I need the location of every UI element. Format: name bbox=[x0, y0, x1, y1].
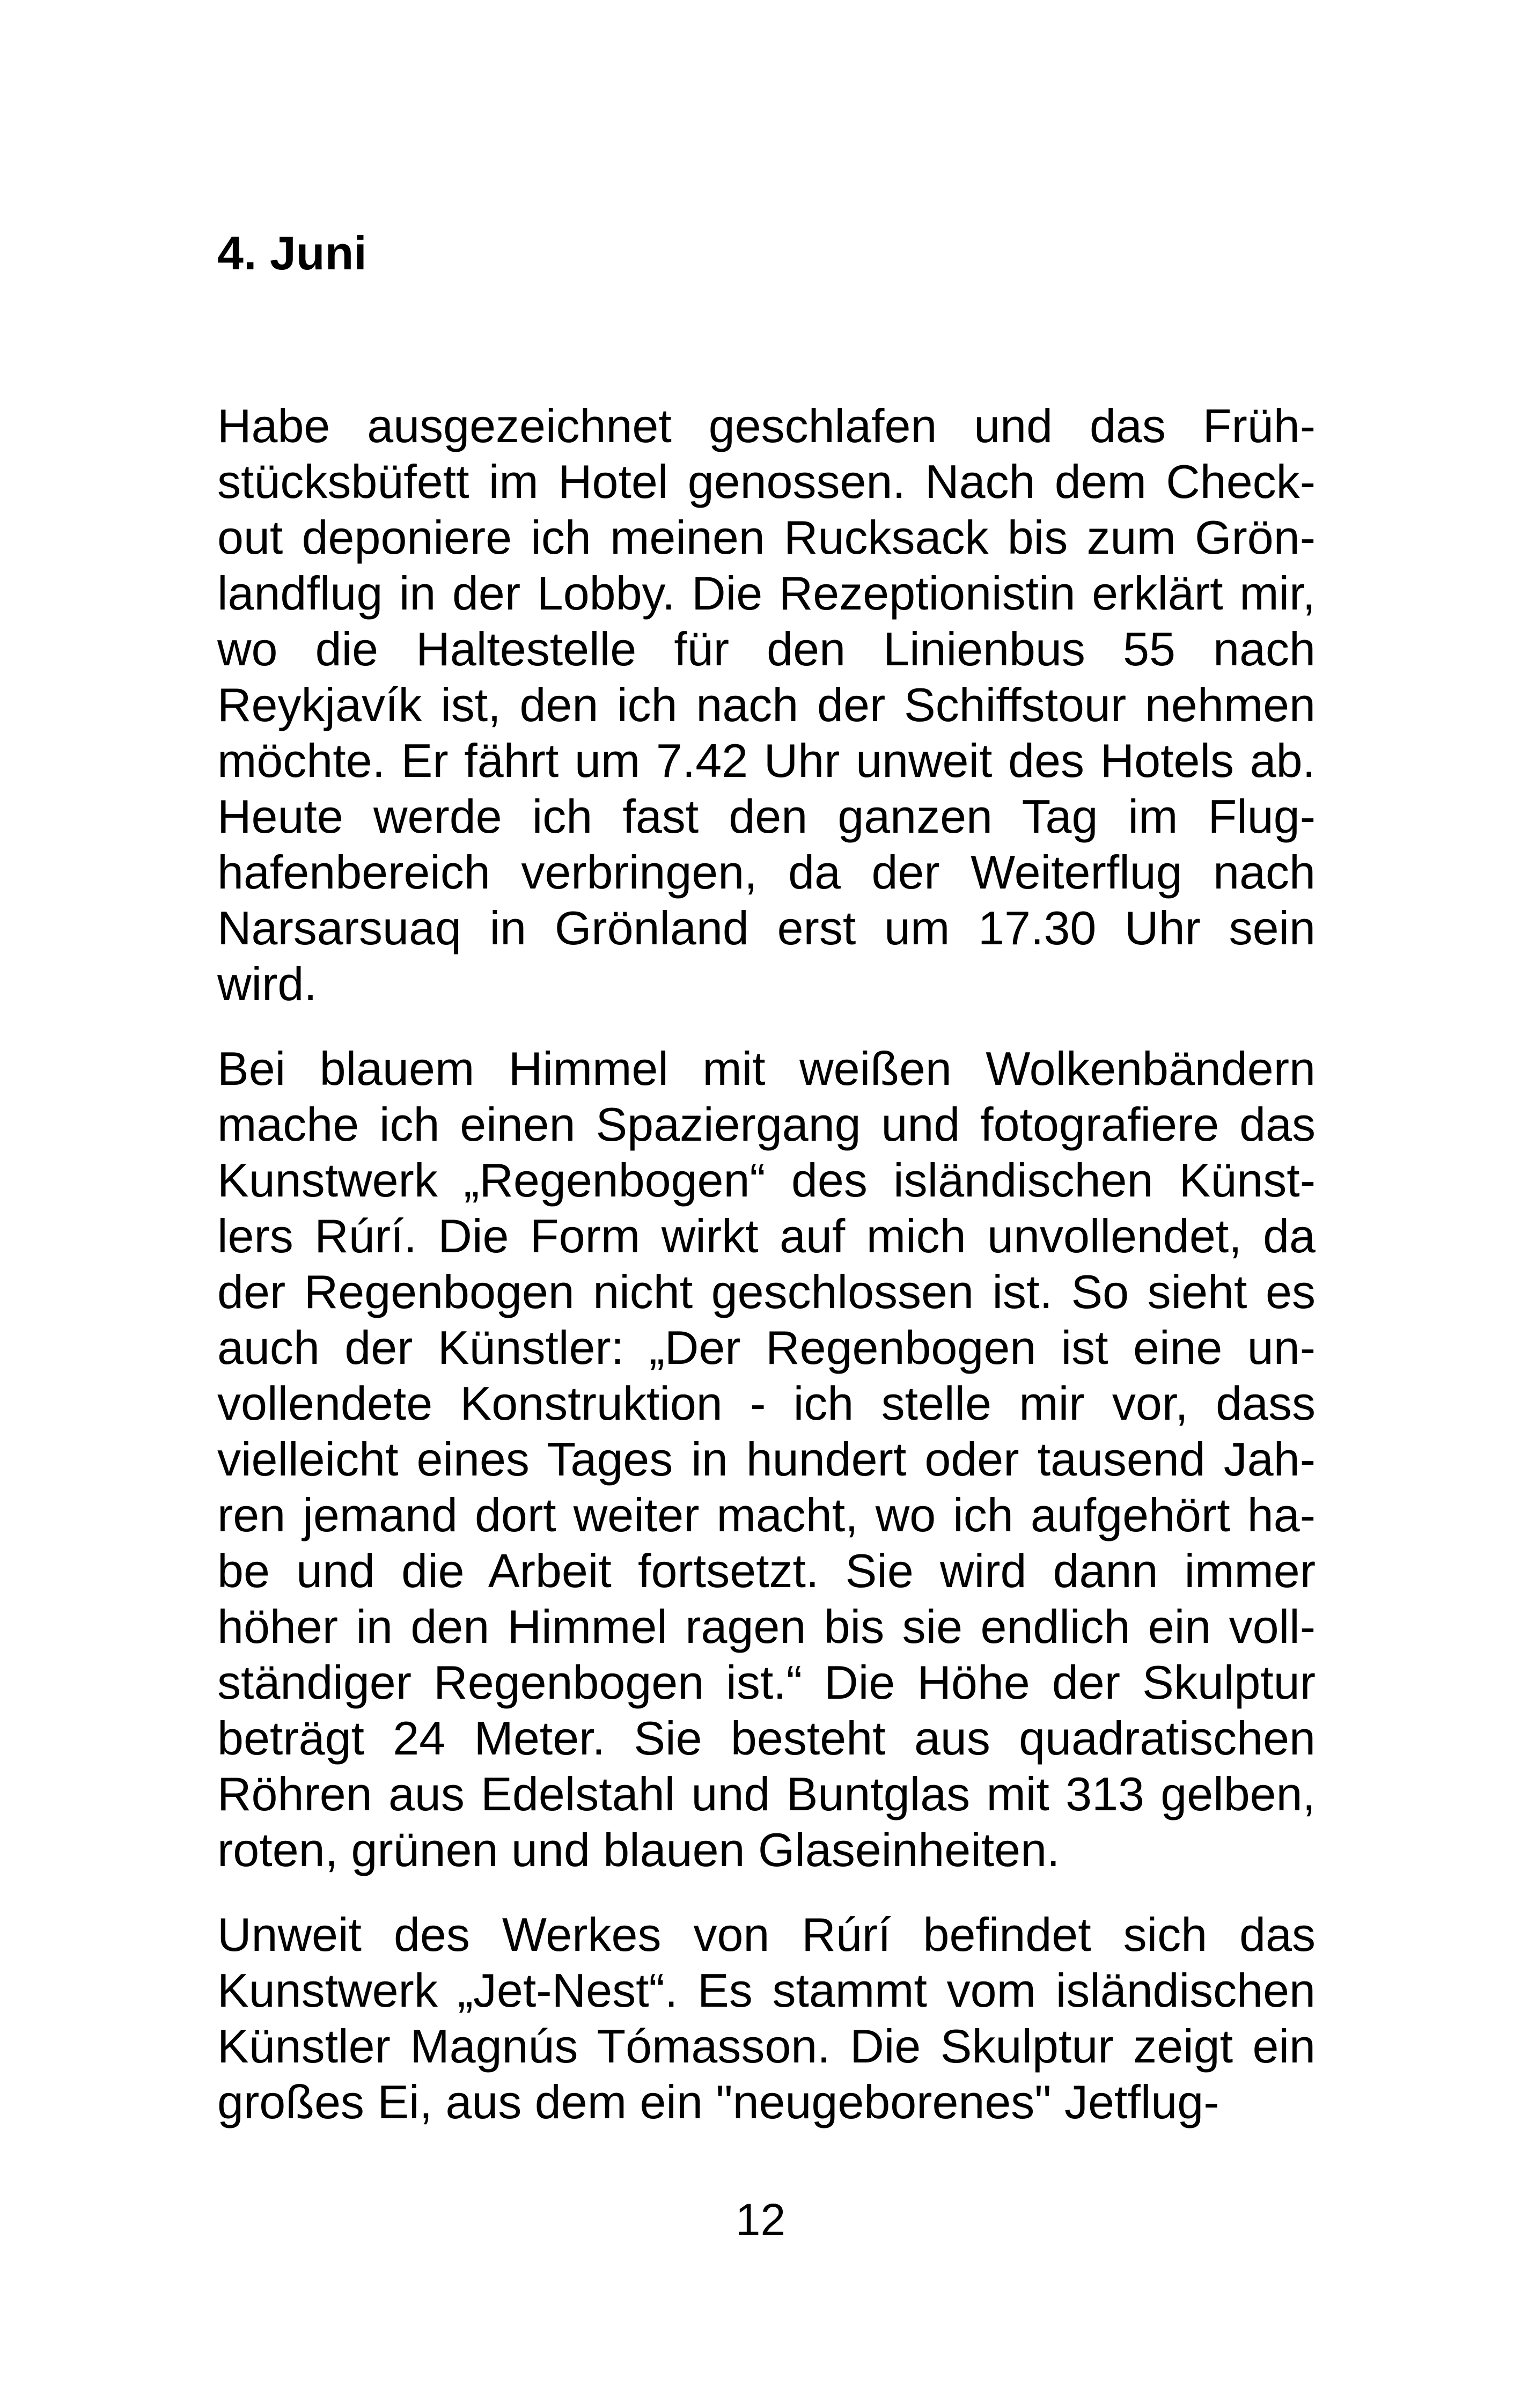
paragraph-1: Habe ausgezeichnet geschlafen und das Frühstücksbüfett im Hotel genossen. Nach dem Checkout deponiere ich meinen Rucksack bis zum Grönlandflug in der Lobby. Die Rezeptionistin erklärt mir, wo die Haltestelle für den Linienbus 55 nach Reykjavík ist, den ich nach der Schiffstour nehmen möchte. Er fährt um 7.42 Uhr unweit des Hotels ab. Heute werde ich fast den ganzen Tag im Flughafenbereich verbringen, da der Weiterflug nach Narsarsuaq in Grönland erst um 17.30 Uhr sein wird. bbox=[217, 399, 1316, 1010]
paragraph-3: Unweit des Werkes von Rúrí befindet sich das Kunstwerk „Jet-Nest“. Es stammt vom isländischen Künstler Magnús Tómasson. Die Skulptur zeigt ein großes Ei, aus dem ein "neugeborenes" Jetflug- bbox=[217, 1908, 1316, 2128]
page-number: 12 bbox=[735, 2194, 786, 2245]
body-text bbox=[217, 398, 1316, 2130]
page-heading: 4. Juni bbox=[217, 226, 367, 280]
paragraph-2: Bei blauem Himmel mit weißen Wolkenbändern mache ich einen Spaziergang und fotografiere das Kunstwerk „Regenbogen“ des isländischen Künstlers Rúrí. Die Form wirkt auf mich unvollendet, da der Regenbogen nicht geschlossen ist. So sieht es auch der Künstler: „Der Regenbogen ist eine unvollendete Konstruktion - ich stelle mir vor, dass vielleicht eines Tages in hundert oder tausend Jahren jemand dort weiter macht, wo ich aufgehört habe und die Arbeit fortsetzt. Sie wird dann immer höher in den Himmel ragen bis sie endlich ein vollständiger Regenbogen ist.“ Die Höhe der Skulptur beträgt 24 Meter. Sie besteht aus quadratischen Röhren aus Edelstahl und Buntglas mit 313 gelben, roten, grünen und blauen Glaseinheiten. bbox=[217, 1042, 1316, 1876]
